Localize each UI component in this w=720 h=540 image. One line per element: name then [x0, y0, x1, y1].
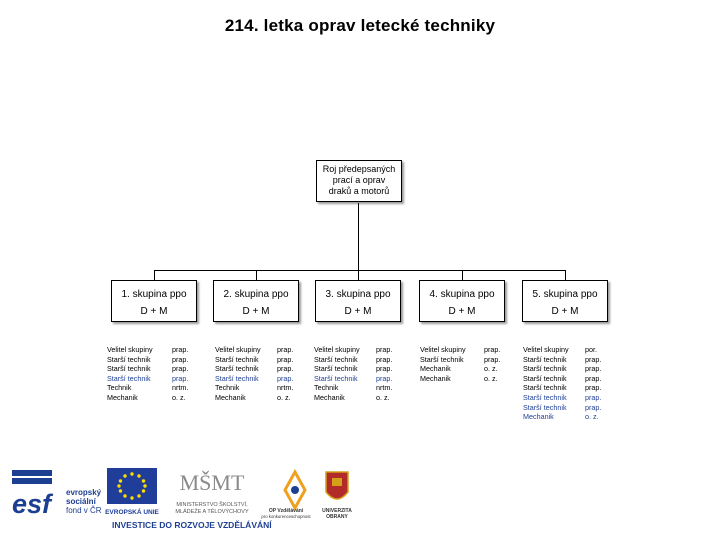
rank: prap.	[585, 383, 602, 393]
horizontal-connector	[154, 270, 566, 271]
op-text: OP Vzdělávání	[268, 508, 304, 514]
page-title: 214. letka oprav letecké techniky	[224, 16, 496, 35]
role: Velitel skupiny	[107, 345, 153, 354]
role: Mechanik	[215, 392, 246, 402]
role: Technik	[215, 383, 240, 393]
tagline: INVESTICE DO ROZVOJE VZDĚLÁVÁNÍ	[112, 520, 272, 530]
group-2-ranks	[277, 345, 293, 403]
uo-text: UNIVERZITA	[322, 508, 352, 514]
root-line: prací a oprav	[332, 175, 386, 185]
group-name: 4. skupina ppo	[429, 289, 495, 300]
rank: prap.	[585, 392, 602, 402]
rank: prap.	[585, 373, 602, 383]
group-name: 5. skupina ppo	[532, 289, 598, 300]
group-box-5	[522, 280, 608, 322]
group-1-roles	[107, 345, 153, 403]
group-5-ranks	[585, 345, 601, 422]
root-box	[316, 160, 402, 202]
role: Starší technik	[523, 392, 567, 402]
rank: nrtm.	[172, 383, 189, 393]
role: Starší technik	[523, 402, 567, 412]
role: Starší technik	[314, 373, 358, 383]
rank: nrtm.	[376, 383, 393, 393]
rank: por.	[585, 345, 597, 354]
esf-text: sociální	[66, 497, 96, 506]
eu-label: EVROPSKÁ UNIE	[105, 509, 159, 516]
rank: prap.	[376, 354, 393, 364]
rank: prap.	[172, 354, 189, 364]
op-text: pro konkurenceschopnost	[261, 514, 311, 519]
group-2-roles	[215, 345, 261, 403]
rank: prap.	[172, 345, 189, 354]
group-name: 1. skupina ppo	[121, 289, 187, 300]
rank: o. z.	[484, 364, 498, 374]
rank: prap.	[277, 364, 294, 374]
role: Starší technik	[523, 354, 567, 364]
role: Mechanik	[314, 392, 345, 402]
group-name: 3. skupina ppo	[325, 289, 391, 300]
role: Mechanik	[107, 392, 138, 402]
role: Velitel skupiny	[215, 345, 261, 354]
group-box-1	[111, 280, 197, 322]
rank: prap.	[277, 345, 294, 354]
role: Starší technik	[215, 373, 259, 383]
root-line: draků a motorů	[328, 186, 390, 196]
rank: prap.	[585, 402, 602, 412]
role: Starší technik	[314, 354, 358, 364]
role: Velitel skupiny	[523, 345, 569, 354]
rank: prap.	[172, 364, 189, 374]
role: Mechanik	[420, 364, 451, 374]
group-box-3	[315, 280, 401, 322]
group-type: D + M	[140, 306, 168, 317]
rank: o. z.	[376, 392, 390, 402]
rank: prap.	[376, 373, 393, 383]
group-name: 2. skupina ppo	[223, 289, 289, 300]
group-3-ranks	[376, 345, 392, 403]
role: Starší technik	[107, 364, 151, 374]
rank: prap.	[376, 364, 393, 374]
uo-crest-icon	[322, 472, 352, 520]
msmt-text: MLÁDEŽE A TĚLOVÝCHOVY	[175, 509, 249, 515]
role: Starší technik	[107, 373, 151, 383]
rank: prap.	[484, 354, 501, 364]
group-connector	[565, 270, 566, 280]
uo-text: OBRANY	[326, 514, 348, 520]
group-type: D + M	[344, 306, 372, 317]
role: Mechanik	[523, 412, 554, 422]
footer-logo-strip	[0, 462, 720, 540]
rank: prap.	[277, 373, 294, 383]
group-box-4	[419, 280, 505, 322]
role: Mechanik	[420, 373, 451, 383]
rank: o. z.	[277, 392, 291, 402]
role: Technik	[314, 383, 339, 393]
msmt-logo	[175, 470, 249, 515]
rank: o. z.	[484, 373, 498, 383]
role: Starší technik	[314, 364, 358, 374]
role: Velitel skupiny	[420, 345, 466, 354]
rank: o. z.	[585, 412, 599, 422]
rank: prap.	[484, 345, 501, 354]
role: Velitel skupiny	[314, 345, 360, 354]
group-type: D + M	[448, 306, 476, 317]
root-line: Roj předepsaných	[322, 164, 396, 174]
eu-flag-icon	[105, 468, 159, 516]
rank: o. z.	[172, 392, 186, 402]
rank: nrtm.	[277, 383, 294, 393]
group-4-ranks	[484, 345, 500, 383]
group-3-roles	[314, 345, 360, 403]
root-connector	[358, 203, 359, 270]
group-box-2	[213, 280, 299, 322]
msmt-text: MINISTERSTVO ŠKOLSTVÍ,	[176, 502, 248, 508]
esf-text: evropský	[66, 488, 102, 497]
role: Starší technik	[523, 364, 567, 374]
group-1-ranks	[172, 345, 188, 403]
role: Starší technik	[215, 354, 259, 364]
esf-logo	[12, 470, 102, 519]
rank: prap.	[585, 354, 602, 364]
role: Starší technik	[107, 354, 151, 364]
rank: prap.	[585, 364, 602, 374]
op-logo	[261, 472, 311, 519]
role: Starší technik	[215, 364, 259, 374]
msmt-logo-text: MŠMT	[179, 470, 245, 495]
group-connector	[256, 270, 257, 280]
role: Technik	[107, 383, 132, 393]
rank: prap.	[376, 345, 393, 354]
group-type: D + M	[551, 306, 579, 317]
group-connector	[358, 270, 359, 280]
group-connector	[462, 270, 463, 280]
role: Starší technik	[523, 383, 567, 393]
esf-logo-text: esf	[12, 489, 52, 519]
group-connector	[154, 270, 155, 280]
rank: prap.	[277, 354, 294, 364]
group-4-roles	[420, 345, 466, 383]
group-5-roles	[523, 345, 569, 422]
rank: prap.	[172, 373, 189, 383]
group-type: D + M	[242, 306, 270, 317]
role: Starší technik	[420, 354, 464, 364]
role: Starší technik	[523, 373, 567, 383]
esf-text: fond v ČR	[66, 506, 102, 515]
